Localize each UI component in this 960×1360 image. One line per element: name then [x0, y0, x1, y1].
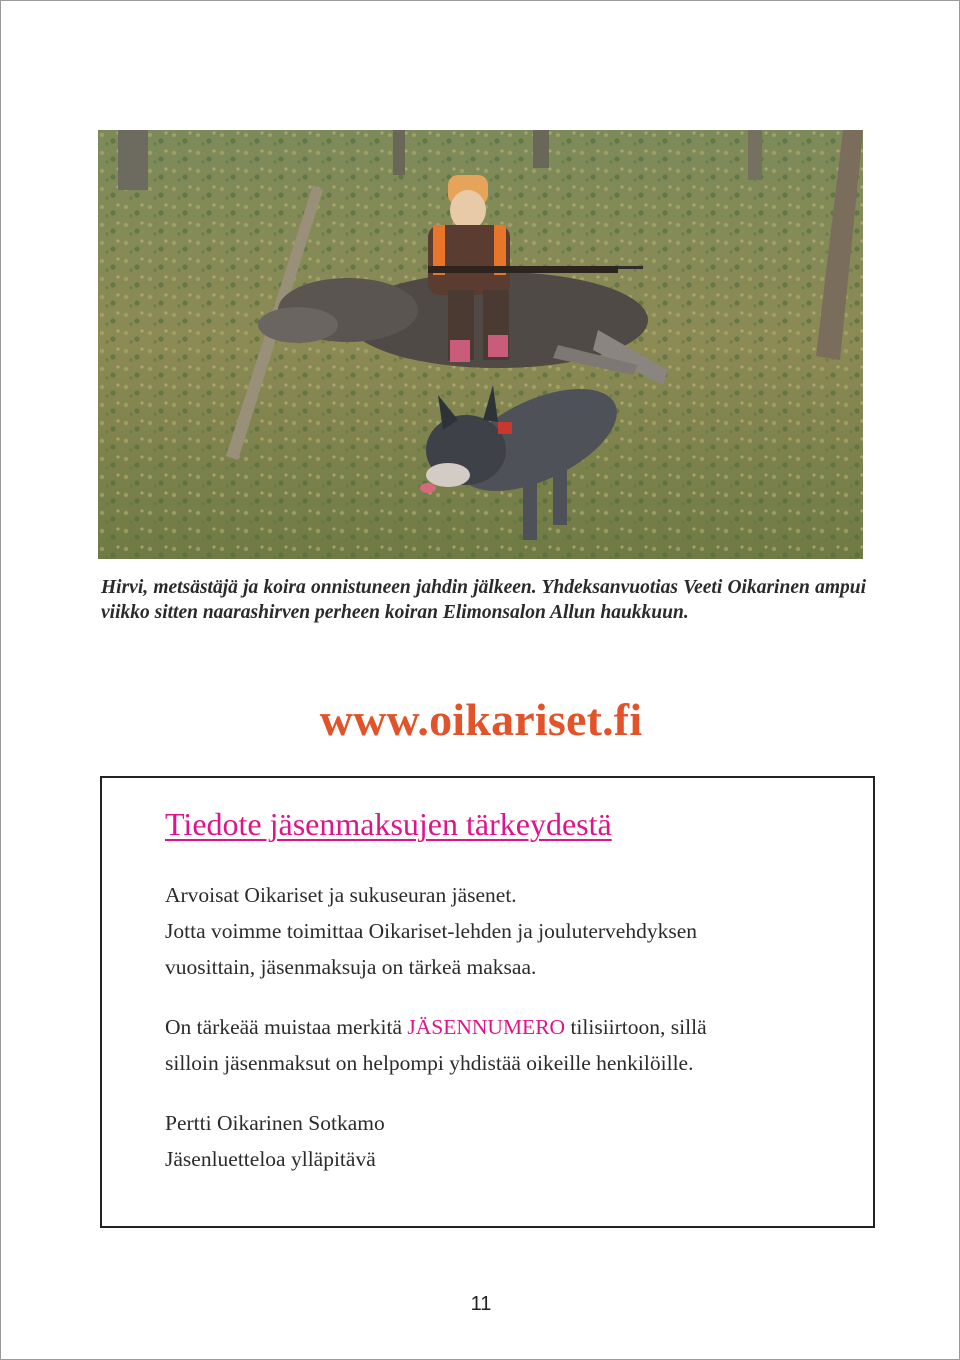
- notice-line: silloin jäsenmaksut on helpompi yhdistää oikeille henkilöille.: [165, 1051, 694, 1075]
- reminder-text: tilisiirtoon, sillä: [565, 1015, 707, 1039]
- notice-line: Jotta voimme toimittaa Oikariset-lehden ja joulutervehdyksen: [165, 919, 697, 943]
- member-number-emphasis: JÄSENNUMERO: [407, 1015, 566, 1039]
- website-url: www.oikariset.fi: [319, 694, 643, 745]
- notice-title: Tiedote jäsenmaksujen tärkeydestä: [165, 806, 612, 842]
- page-number: 11: [470, 1293, 492, 1315]
- notice-body: [165, 877, 855, 1177]
- reminder-text: On tärkeää muistaa merkitä: [165, 1015, 408, 1039]
- notice-line: vuosittain, jäsenmaksuja on tärkeä maksaa.: [165, 955, 537, 979]
- signature-name: Pertti Oikarinen Sotkamo: [165, 1111, 385, 1135]
- photo-caption: Hirvi, metsästäjä ja koira onnistuneen jahdin jälkeen. Yhdeksanvuotias Veeti Oikarinen ampui viikko sitten naarashirven perheen koiran Elimonsalon Allun haukkuun.: [101, 577, 866, 623]
- notice-reminder: [165, 1009, 855, 1045]
- notice-box: [100, 776, 875, 1228]
- moose-hunt-photo: [98, 130, 863, 559]
- signature-role: Jäsenluetteloa ylläpitävä: [165, 1147, 376, 1171]
- notice-greeting: Arvoisat Oikariset ja sukuseuran jäsenet.: [165, 883, 517, 907]
